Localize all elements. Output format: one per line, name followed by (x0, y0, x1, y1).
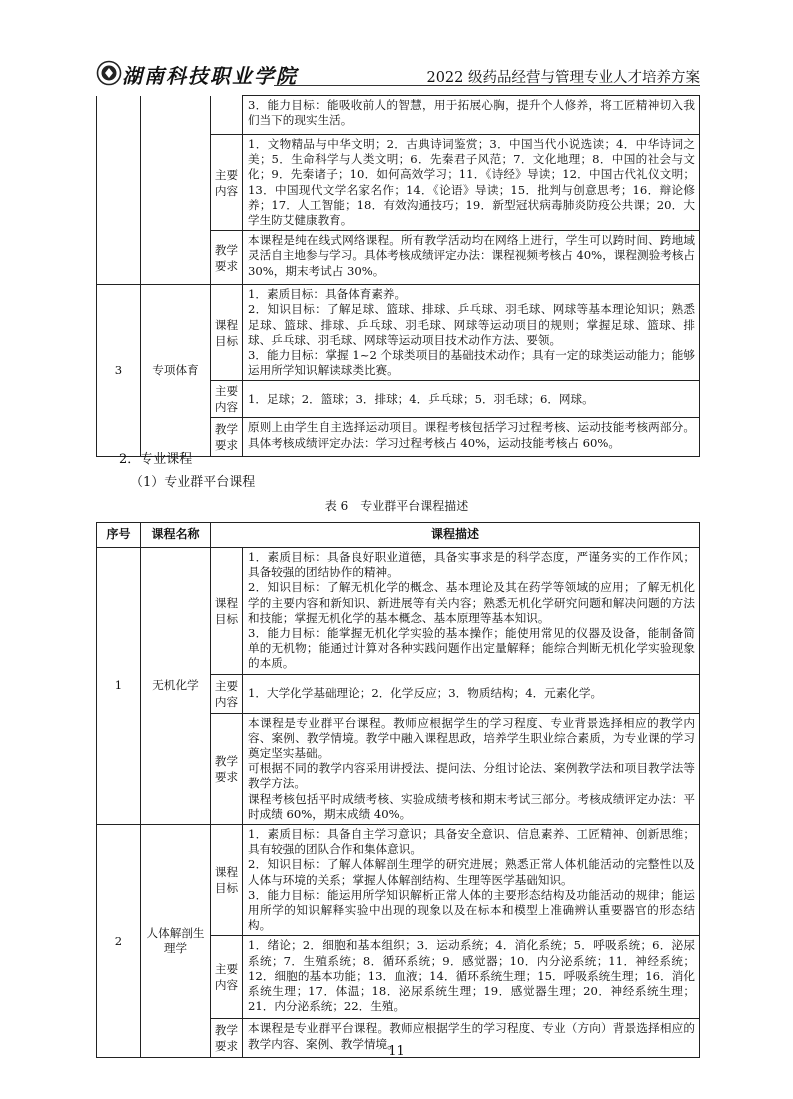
header-title: 2022 级药品经营与管理专业人才培养方案 (426, 70, 700, 86)
table-row (97, 548, 700, 675)
header-rule (274, 85, 700, 86)
teach-label: 教学要求 (211, 418, 243, 457)
college-logo-text: 湖南科技职业学院 (122, 64, 298, 88)
table-caption: 表 6 专业群平台课程描述 (324, 499, 469, 513)
page-header (96, 58, 700, 92)
goal-line: 3．能力目标：能掌握无机化学实验的基本操作；能使用常见的仪器及设备，能制备简单的无机物；能通过计算对各种实践问题作出定量解释；能综合判断无机化学实验现象的本质。 (248, 626, 695, 671)
teach-label: 教学要求 (211, 231, 243, 285)
goal-line: 1．素质目标：具备良好职业道德，具备实事求是的科学态度，严谨务实的工作作风；具备较强的团结协作的精神。 (248, 550, 695, 580)
table-row (97, 825, 700, 936)
teach-label: 教学要求 (211, 713, 243, 824)
teach-text: 原则上由学生自主选择运动项目。课程考核包括学习过程考核、运动技能考核两部分。具体考核成绩评定办法：学习过程考核占 40%，运动技能考核占 60%。 (243, 418, 700, 457)
goal-label: 课程目标 (211, 285, 243, 381)
content-label: 主要内容 (211, 674, 243, 713)
header-name: 课程名称 (141, 523, 211, 548)
content-label: 主要内容 (211, 936, 243, 1019)
page-number: 11 (388, 1044, 405, 1059)
college-logo-icon (96, 60, 122, 86)
content-text: 1．绪论；2．细胞和基本组织；3．运动系统；4．消化系统；5．呼吸系统；6．泌尿系统；7．生殖系统；8．循环系统；9．感觉器；10．内分泌系统；11．神经系统；12．细胞的基本功能；13．血液；14．循环系统生理；15．呼吸系统生理；16．消化系统生理；17．体温；18．泌尿系统生理；19．感觉器生理；20．神经系统生理；21．内分泌系统；22．生殖。 (243, 936, 700, 1019)
goal-label: 课程目标 (211, 825, 243, 936)
teach-line: 可根据不同的教学内容采用讲授法、提问法、分组讨论法、案例教学法和项目教学法等教学方法。 (248, 761, 695, 791)
goal-line: 2．知识目标：了解无机化学的概念、基本理论及其在药学等领域的应用；了解无机化学的主要内容和新知识、新进展等有关内容；熟悉无机化学研究问题和解决问题的方法和技能；掌握无机化学的基本概念、基本原理等基本知识。 (248, 580, 695, 625)
table-row (97, 96, 700, 135)
teach-text (243, 713, 700, 824)
goal-text (243, 825, 700, 936)
content-label: 主要内容 (211, 135, 243, 231)
teach-line: 课程考核包括平时成绩考核、实验成绩考核和期末考试三部分。考核成绩评定办法：平时成绩 60%，期末成绩 40%。 (248, 791, 695, 821)
goal-line: 3．能力目标：能运用所学知识解析正常人体的主要形态结构及功能活动的规律；能运用所学的知识解释实验中出现的现象以及在标本和模型上准确辨认重要器官的形态结构。 (248, 887, 695, 933)
section-heading: 2．专业课程 (119, 452, 193, 467)
course-table-continued (96, 95, 700, 457)
content-text: 1．文物精品与中华文明；2．古典诗词鉴赏；3．中国当代小说选读；4．中华诗词之美；5．生命科学与人类文明；6．先秦君子风范；7．文化地理；8．中国的社会与文化；9．先秦诸子；10．如何高效学习；11．《诗经》导读；12．中国古代礼仪文明；13．中国现代文学名家名作；14．《论语》导读；15．批判与创意思考；16．辩论修养；17．人工智能；18．有效沟通技巧；19．新型冠状病毒肺炎防疫公共课；20．大学生防艾健康教育。 (243, 135, 700, 231)
goal-line: 1．素质目标：具备体育素养。 (248, 287, 407, 302)
content-text: 1．大学化学基础理论；2．化学反应；3．物质结构；4．元素化学。 (243, 674, 700, 713)
goal-line: 2．知识目标：了解足球、篮球、排球、乒乓球、羽毛球、网球等基本理论知识；熟悉足球、篮球、排球、乒乓球、羽毛球、网球等运动项目的规则；掌握足球、篮球、排球、乒乓球、羽毛球、网球等运动项目技术动作方法、要领。 (248, 302, 695, 347)
goal-label: 课程目标 (211, 548, 243, 675)
goal-label (211, 96, 243, 135)
header-no: 序号 (97, 523, 141, 548)
row-number: 1 (97, 548, 141, 825)
teach-text: 本课程是纯在线式网络课程。所有教学活动均在网络上进行，学生可以跨时间、跨地域灵活自主地参与学习。具体考核成绩评定办法：课程视频考核占 40%，课程测验考核占 30%，期末考试占 30%。 (243, 231, 700, 285)
content-text: 1．足球；2．篮球；3．排球；4．乒乓球；5．羽毛球；6．网球。 (243, 381, 700, 418)
goal-text (243, 285, 700, 381)
course-name: 人体解剖生理学 (141, 825, 211, 1058)
goal-line: 1．素质目标：具备自主学习意识；具备安全意识、信息素养、工匠精神、创新思维；具有较强的团队合作和集体意识。 (248, 827, 695, 857)
teach-label: 教学要求 (211, 1019, 243, 1058)
table-row (97, 285, 700, 381)
course-name: 无机化学 (141, 548, 211, 825)
row-number: 2 (97, 825, 141, 1058)
header-desc: 课程描述 (211, 523, 700, 548)
teach-line: 本课程是专业群平台课程。教师应根据学生的学习程度、专业背景选择相应的教学内容、案例、教学情境。教学中融入课程思政，培养学生职业综合素质，为专业课的学习奠定坚实基础。 (248, 715, 695, 761)
table-6 (96, 522, 700, 1058)
course-name (141, 96, 211, 285)
content-label: 主要内容 (211, 381, 243, 418)
course-name: 专项体育 (141, 285, 211, 457)
goal-text: 3．能力目标：能吸收前人的智慧，用于拓展心胸，提升个人修养，将工匠精神切入我们当下的现实生活。 (243, 96, 700, 135)
teach-text: 本课程是专业群平台课程。教师应根据学生的学习程度、专业（方向）背景选择相应的教学内容、案例、教学情境。 (243, 1019, 700, 1058)
goal-line: 2．知识目标：了解人体解剖生理学的研究进展；熟悉正常人体机能活动的完整性以及人体与环境的关系；掌握人体解剖结构、生理等医学基础知识。 (248, 857, 695, 887)
goal-text (243, 548, 700, 675)
goal-line: 3．能力目标：掌握 1~2 个球类项目的基础技术动作；具有一定的球类运动能力；能够运用所学知识解读球类比赛。 (248, 348, 695, 378)
row-number (97, 96, 141, 285)
table-header-row (97, 523, 700, 548)
row-number: 3 (97, 285, 141, 457)
subsection-heading: （1）专业群平台课程 (130, 475, 256, 490)
